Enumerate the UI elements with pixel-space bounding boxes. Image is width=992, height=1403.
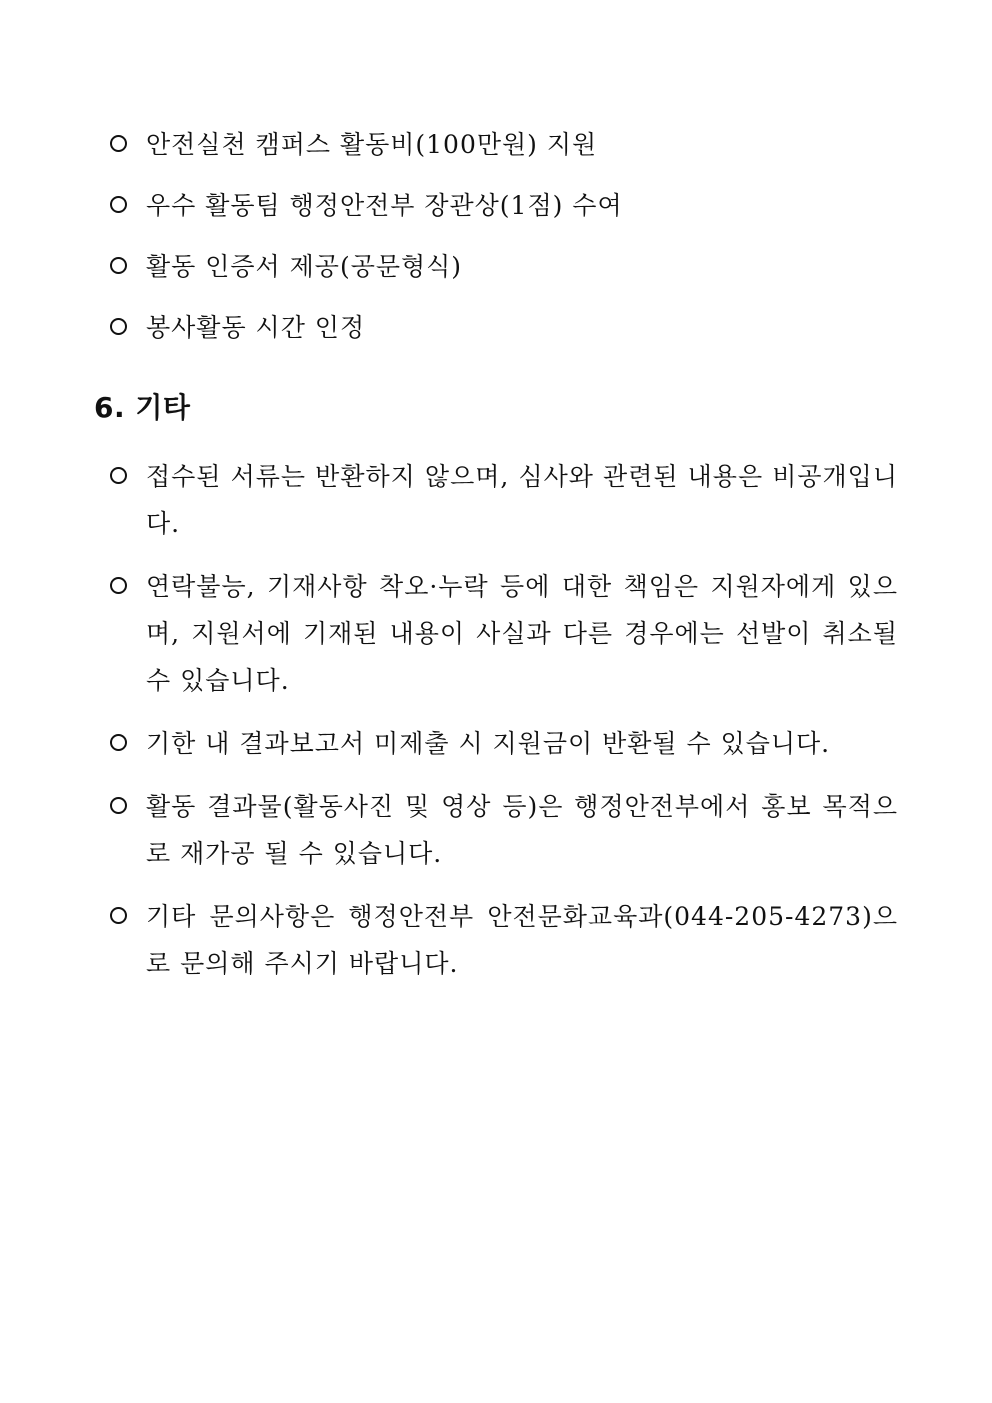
benefit-text: 안전실천 캠퍼스 활동비(100만원) 지원 [146,130,598,159]
etc-text: 기타 문의사항은 행정안전부 안전문화교육과(044-205-4273)으로 문의해 주시기 바랍니다. [146,902,898,978]
etc-text: 접수된 서류는 반환하지 않으며, 심사와 관련된 내용은 비공개입니다. [146,462,898,538]
hollow-circle-icon [110,257,127,274]
list-item [0,720,992,767]
benefit-text: 봉사활동 시간 인정 [146,313,366,342]
list-item [0,243,992,290]
hollow-circle-icon [110,577,127,594]
etc-text: 기한 내 결과보고서 미제출 시 지원금이 반환될 수 있습니다. [146,729,831,758]
list-item [0,121,992,168]
list-item [0,304,992,351]
benefit-text: 활동 인증서 제공(공문형식) [146,252,463,281]
list-item [0,182,992,229]
list-item [0,783,992,877]
hollow-circle-icon [110,467,127,484]
hollow-circle-icon [110,907,127,924]
list-item [0,453,992,547]
list-item [0,893,992,987]
etc-list [0,453,992,1003]
section-heading: 6. 기타 [94,391,191,424]
hollow-circle-icon [110,135,127,152]
hollow-circle-icon [110,797,127,814]
benefits-list [0,121,992,365]
hollow-circle-icon [110,196,127,213]
etc-text: 연락불능, 기재사항 착오·누락 등에 대한 책임은 지원자에게 있으며, 지원서에 기재된 내용이 사실과 다른 경우에는 선발이 취소될 수 있습니다. [146,572,898,695]
list-item [0,563,992,704]
hollow-circle-icon [110,318,127,335]
benefit-text: 우수 활동팀 행정안전부 장관상(1점) 수여 [146,191,623,220]
etc-text: 활동 결과물(활동사진 및 영상 등)은 행정안전부에서 홍보 목적으로 재가공 될 수 있습니다. [146,792,898,868]
hollow-circle-icon [110,734,127,751]
